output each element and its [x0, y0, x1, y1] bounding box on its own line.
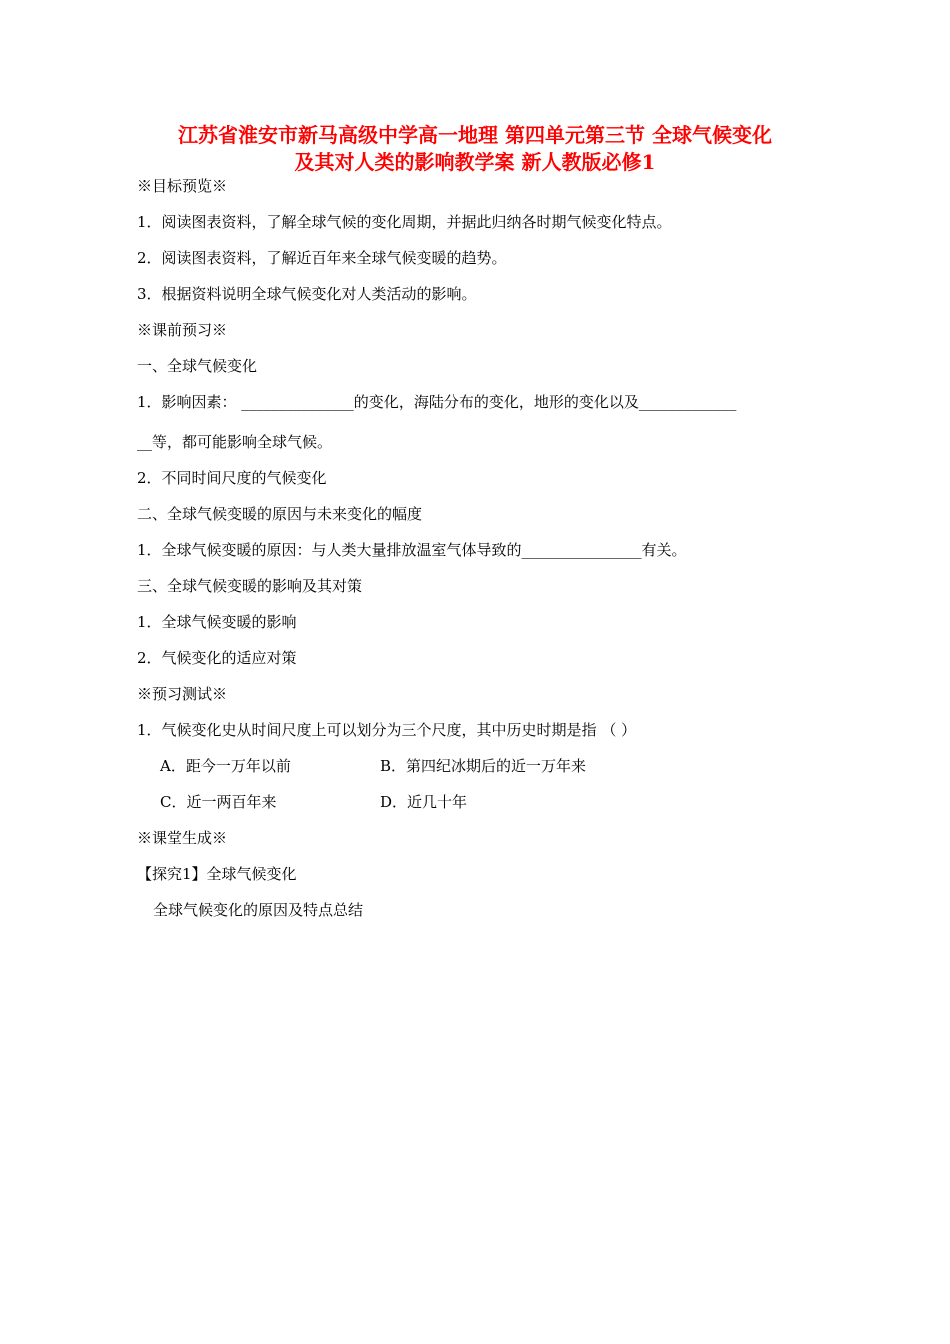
part1-item2: 2．不同时间尺度的气候变化: [137, 469, 327, 487]
section-class-heading: ※课堂生成※: [137, 829, 228, 847]
part2-heading: 二、全球气候变暖的原因与未来变化的幅度: [137, 505, 423, 523]
section-preview-heading: ※课前预习※: [137, 321, 228, 339]
document-title-line2: 及其对人类的影响教学案 新人教版必修1: [294, 150, 656, 174]
explore-1-heading: 【探究1】全球气候变化: [137, 865, 297, 883]
part3-heading: 三、全球气候变暖的影响及其对策: [137, 577, 363, 595]
part2-item1: 1．全球气候变暖的原因：与人类大量排放温室气体导致的________________有关。: [137, 541, 687, 559]
goal-item-1: 1．阅读图表资料，了解全球气候的变化周期，并据此归纳各时期气候变化特点。: [137, 213, 672, 231]
question-1-option-b: B．第四纪冰期后的近一万年来: [380, 757, 587, 775]
part1-heading: 一、全球气候变化: [137, 357, 258, 375]
part3-item2: 2．气候变化的适应对策: [137, 649, 297, 667]
section-test-heading: ※预习测试※: [137, 685, 228, 703]
part3-item1: 1．全球气候变暖的影响: [137, 613, 297, 631]
goal-item-2: 2．阅读图表资料，了解近百年来全球气候变暖的趋势。: [137, 249, 507, 267]
question-1: 1．气候变化史从时间尺度上可以划分为三个尺度，其中历史时期是指 （ ）: [137, 721, 637, 739]
document-title-line1: 江苏省淮安市新马高级中学高一地理 第四单元第三节 全球气候变化: [178, 123, 772, 147]
section-goals-heading: ※目标预览※: [137, 177, 228, 195]
part1-item1-line-a: 1．影响因素： _______________的变化，海陆分布的变化，地形的变化以及_____________: [137, 393, 737, 411]
question-1-option-a: A．距今一万年以前: [160, 757, 291, 775]
question-1-option-c: C．近一两百年来: [160, 793, 277, 811]
explore-1-subheading: 全球气候变化的原因及特点总结: [153, 901, 364, 919]
goal-item-3: 3．根据资料说明全球气候变化对人类活动的影响。: [137, 285, 477, 303]
question-1-option-d: D．近几十年: [380, 793, 468, 811]
part1-item1-line-b: __等，都可能影响全球气候。: [137, 433, 333, 451]
